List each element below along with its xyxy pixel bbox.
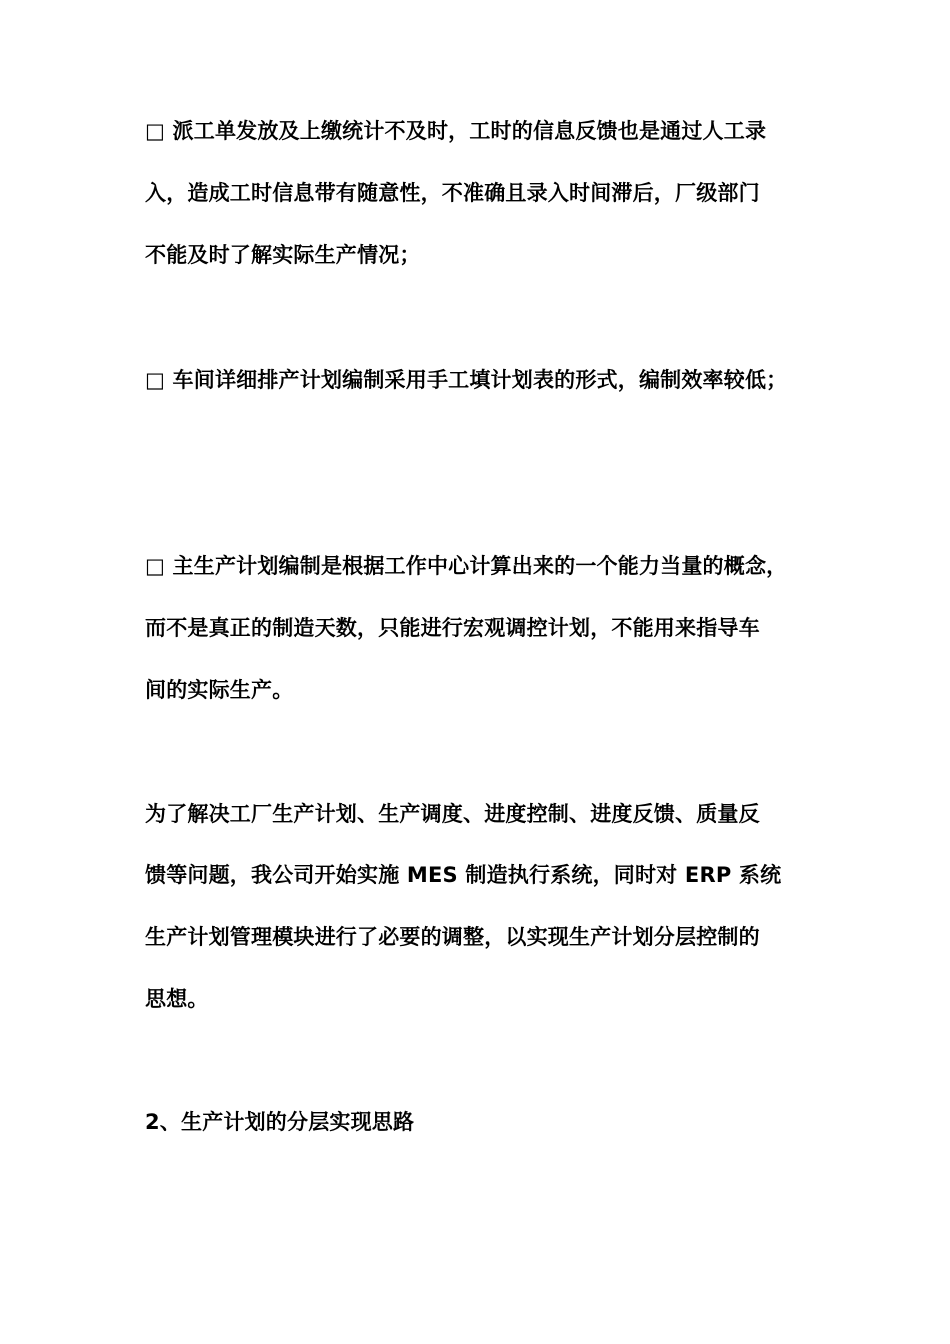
paragraph-line: □ 主生产计划编制是根据工作中心计算出来的一个能力当量的概念， (145, 554, 788, 578)
paragraph-line: 馈等问题，我公司开始实施 MES 制造执行系统，同时对 ERP 系统 (145, 863, 782, 887)
paragraph-line: 间的实际生产。 (145, 678, 294, 702)
paragraph-line: □ 车间详细排产计划编制采用手工填计划表的形式，编制效率较低； (145, 368, 788, 392)
paragraph-line: 为了解决工厂生产计划、生产调度、进度控制、进度反馈、质量反 (145, 802, 760, 826)
section-heading: 2、生产计划的分层实现思路 (145, 1110, 415, 1134)
paragraph-line: 思想。 (145, 987, 209, 1011)
paragraph-line: 而不是真正的制造天数，只能进行宏观调控计划，不能用来指导车 (145, 616, 760, 640)
paragraph-line: 生产计划管理模块进行了必要的调整，以实现生产计划分层控制的 (145, 925, 760, 949)
paragraph-line: 入，造成工时信息带有随意性，不准确且录入时间滞后，厂级部门 (145, 181, 760, 205)
paragraph-line: 不能及时了解实际生产情况； (145, 243, 421, 267)
paragraph-line: □ 派工单发放及上缴统计不及时，工时的信息反馈也是通过人工录 (145, 119, 767, 143)
